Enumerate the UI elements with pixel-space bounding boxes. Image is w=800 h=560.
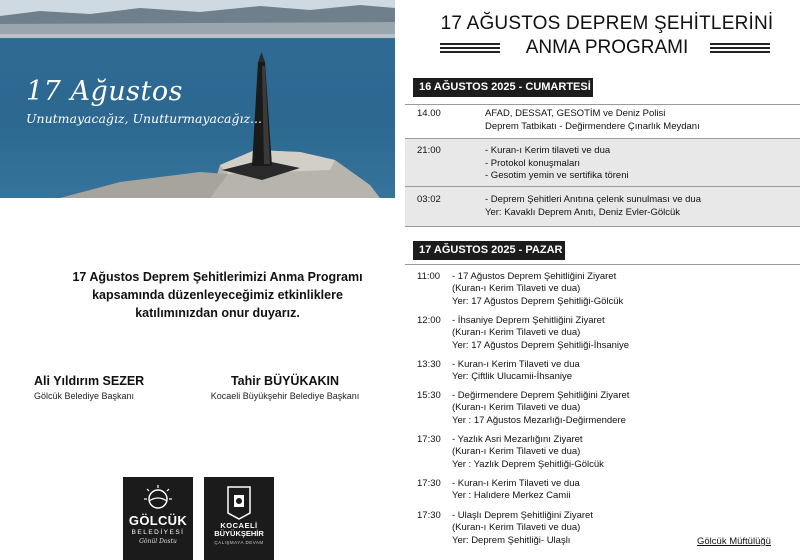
signer-role: Kocaeli Büyükşehir Belediye Başkanı — [210, 391, 360, 401]
invitation-line: 17 Ağustos Deprem Şehitlerimizi Anma Programı — [72, 270, 363, 284]
event-line: Yer: Deprem Şehitliği- Ulaşlı — [452, 534, 571, 546]
invitation-line: katılımınızdan onur duyarız. — [135, 306, 300, 320]
signer-role: Gölcük Belediye Başkanı — [34, 391, 135, 401]
invitation-text — [20, 268, 415, 322]
program-subtitle: ANMA PROGRAMI — [525, 37, 689, 58]
logo-text: KOCAELİ — [220, 521, 258, 530]
divider — [405, 226, 800, 227]
schedule-row — [417, 108, 797, 136]
event-line: Yer: Çiftlik Ulucamii-İhsaniye — [452, 371, 573, 383]
event-time: 03:02 — [417, 194, 441, 205]
event-line: - Ulaşlı Deprem Şehitliğini Ziyaret — [452, 510, 593, 521]
day-header-sunday: 17 AĞUSTOS 2025 - PAZAR — [413, 241, 565, 260]
invitation-line: kapsamında düzenleyeceğimiz etkinliklere — [92, 288, 343, 302]
event-line: Yer : Halıdere Merkez Camii — [452, 490, 571, 502]
golcuk-municipality-logo — [123, 477, 193, 560]
event-line: (Kuran-ı Kerim Tilaveti ve dua) — [452, 327, 581, 339]
day-header-saturday: 16 AĞUSTOS 2025 - CUMARTESİ — [413, 78, 593, 97]
event-time: 11:00 — [417, 271, 441, 282]
signer-name: Tahir BÜYÜKAKIN — [230, 374, 340, 388]
photo-subtitle: Unutmayacağız, Unutturmayacağız... — [26, 111, 262, 126]
event-line: - Değirmendere Deprem Şehitliğini Ziyaret — [452, 390, 630, 401]
event-line: - Protokol konuşmaları — [485, 157, 581, 169]
event-line: AFAD, DESSAT, GESOTİM ve Deniz Polisi — [485, 108, 666, 119]
event-line: Deprem Tatbikatı - Değirmendere Çınarlık Meydanı — [485, 120, 700, 132]
program-title: 17 AĞUSTOS DEPREM ŞEHİTLERİNİ — [440, 13, 774, 34]
signer-kocaeli-mayor — [205, 374, 365, 401]
signer-golcuk-mayor — [34, 374, 144, 401]
event-line: - Yazlık Asri Mezarlığını Ziyaret — [452, 434, 583, 445]
event-line: (Kuran-ı Kerim Tilaveti ve dua) — [452, 402, 581, 414]
event-line: Yer: Kavaklı Deprem Anıtı, Deniz Evler-Gölcük — [485, 206, 681, 218]
event-time: 15:30 — [417, 390, 441, 401]
signer-name: Ali Yıldırım SEZER — [34, 374, 145, 388]
event-line: Yer: 17 Ağustos Deprem Şehitliği-Gölcük — [452, 295, 624, 307]
logo-text: BELEDİYESİ — [131, 529, 185, 536]
divider — [405, 104, 800, 105]
decorative-lines — [710, 43, 770, 55]
event-line: Yer : 17 Ağustos Mezarlığı-Değirmendere — [452, 414, 626, 426]
schedule-row — [417, 194, 797, 222]
event-time: 14.00 — [417, 108, 441, 119]
divider — [405, 264, 800, 265]
logo-text: BÜYÜKŞEHİR — [214, 529, 264, 538]
event-line: - İhsaniye Deprem Şehitliğini Ziyaret — [452, 315, 605, 326]
event-time: 17:30 — [417, 434, 441, 445]
photo-title: 17 Ağustos — [26, 76, 183, 107]
schedule-row — [417, 145, 797, 185]
divider — [405, 138, 800, 139]
event-line: - 17 Ağustos Deprem Şehitliğini Ziyaret — [452, 271, 617, 282]
event-line: - Deprem Şehitleri Anıtına çelenk sunulması ve dua — [485, 194, 701, 205]
kocaeli-metropolitan-logo — [204, 477, 274, 560]
event-time: 17:30 — [417, 478, 441, 489]
kocaeli-emblem-icon — [204, 477, 274, 560]
event-line: (Kuran-ı Kerim Tilaveti ve dua) — [452, 522, 581, 534]
event-line: (Kuran-ı Kerim Tilaveti ve dua) — [452, 446, 581, 458]
event-line: Yer: 17 Ağustos Deprem Şehitliği-İhsaniye — [452, 339, 630, 351]
event-time: 13:30 — [417, 359, 441, 370]
event-line: - Kuran-ı Kerim Tilaveti ve dua — [452, 359, 580, 370]
event-time: 21:00 — [417, 145, 441, 156]
logo-text: ÇALIŞMAYA DEVAM — [214, 540, 264, 545]
logo-text: Gönül Dostu — [139, 538, 177, 545]
event-line: - Gesotim yemin ve sertifika töreni — [485, 170, 629, 181]
event-line: - Kuran-ı Kerim Tilaveti ve dua — [452, 478, 580, 489]
event-time: 12:00 — [417, 315, 441, 326]
event-time: 17:30 — [417, 510, 441, 521]
organizer-label: Gölcük Müftülüğü — [697, 536, 771, 547]
memorial-photo — [0, 0, 395, 198]
logo-text: GÖLCÜK — [128, 513, 188, 528]
event-line: Yer : Yazlık Deprem Şehitliği-Gölcük — [452, 458, 604, 470]
event-line: (Kuran-ı Kerim Tilaveti ve dua) — [452, 283, 581, 295]
divider — [405, 186, 800, 187]
event-line: - Kuran-ı Kerim tilaveti ve dua — [485, 145, 611, 156]
program-subtitle-wrap — [424, 37, 790, 61]
